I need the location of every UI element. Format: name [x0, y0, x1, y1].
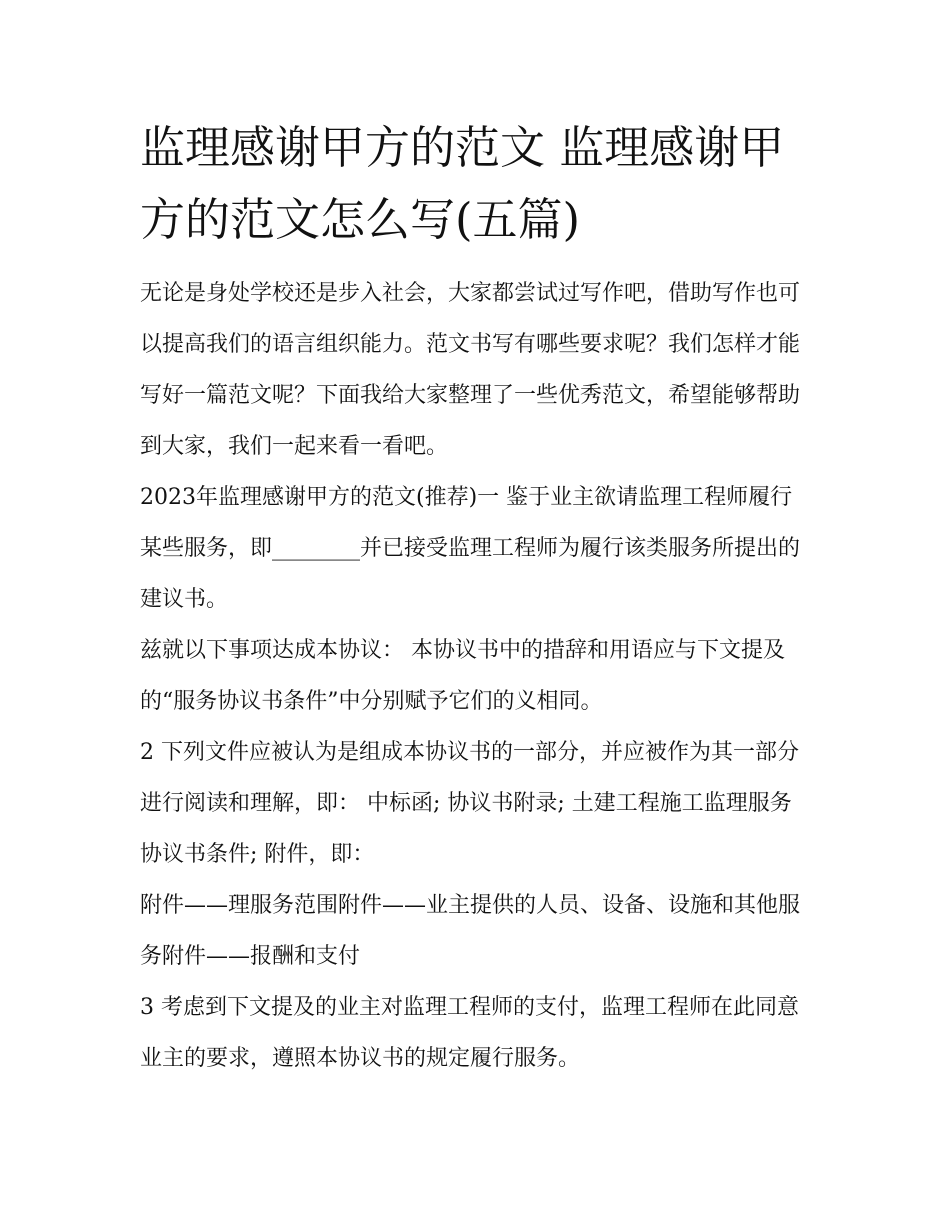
paragraph-clause-3: 3 考虑到下文提及的业主对监理工程师的支付，监理工程师在此同意业主的要求，遵照本协议书的规定履行服务。	[140, 995, 799, 1071]
paragraph-sample-one: 2023年监理感谢甲方的范文(推荐)一 鉴于业主欲请监理工程师履行某些服务，即________并已接受监理工程师为履行该类服务所提出的建议书。	[140, 485, 801, 612]
paragraph-agreement: 兹就以下事项达成本协议： 本协议书中的措辞和用语应与下文提及的“服务协议书条件”中分别赋予它们的义相同。	[140, 638, 785, 714]
document-title: 监理感谢甲方的范文 监理感谢甲方的范文怎么写(五篇)	[140, 121, 785, 246]
document-page	[140, 112, 812, 1084]
paragraph-attachments: 附件——理服务范围附件——业主提供的人员、设备、设施和其他服务附件——报酬和支付	[140, 893, 801, 969]
paragraph-clause-2: 2 下列文件应被认为是组成本协议书的一部分，并应被作为其一部分进行阅读和理解，即： 中标函; 协议书附录; 土建工程施工监理服务协议书条件; 附件，即：	[140, 740, 799, 867]
paragraph-intro: 无论是身处学校还是步入社会，大家都尝试过写作吧，借助写作也可以提高我们的语言组织能力。范文书写有哪些要求呢？我们怎样才能写好一篇范文呢？下面我给大家整理了一些优秀范文，希望能够帮助到大家，我们一起来看一看吧。	[140, 281, 801, 459]
